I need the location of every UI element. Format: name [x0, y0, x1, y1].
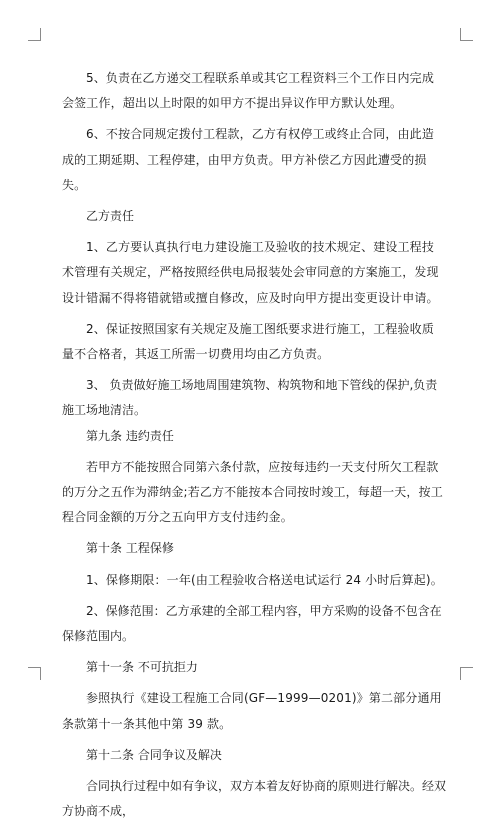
paragraph-dispute-resolution: 合同执行过程中如有争议，双方本着友好协商的原则进行解决。经双方协商不成，: [62, 779, 447, 819]
paragraph-warranty-scope: 2、保修范围：乙方承建的全部工程内容，甲方采购的设备不包含在保修范围内。: [62, 603, 442, 644]
paragraph-breach-liability: 若甲方不能按照合同第六条付款，应按每违约一天支付所欠工程款的万分之五作为滞纳金;若乙方不能按本合同按时竣工，每超一天，按工程合同金额的万分之五向甲方支付违约金。: [62, 459, 443, 525]
section-heading-article-9: 第九条 违约责任: [86, 428, 174, 443]
page-corner-mark-top-left: [28, 28, 41, 41]
section-heading-article-12: 第十二条 合同争议及解决: [86, 747, 222, 762]
paragraph-clause-5: 5、负责在乙方递交工程联系单或其它工程资料三个工作日内完成会签工作，超出以上时限的如甲方不提出异议作甲方默认处理。: [62, 71, 434, 111]
paragraph-warranty-period: 1、保修期限：一年(由工程验收合格送电试运行 24 小时后算起)。: [86, 572, 443, 587]
document-body: [62, 66, 446, 824]
page-corner-mark-bottom-right: [460, 667, 473, 680]
section-heading-party-b-duties: 乙方责任: [86, 209, 135, 224]
page-corner-mark-bottom-left: [28, 667, 41, 680]
section-heading-article-10: 第十条 工程保修: [86, 541, 174, 556]
paragraph-clause-6: 6、不按合同规定拨付工程款，乙方有权停工或终止合同，由此造成的工期延期、工程停建，由甲方负责。甲方补偿乙方因此遭受的损失。: [62, 127, 434, 192]
page-corner-mark-top-right: [460, 28, 473, 41]
paragraph-party-b-1: 1、乙方要认真执行电力建设施工及验收的技术规定、建设工程技术管理有关规定，严格按照经供电局报装处会审同意的方案施工，发现设计错漏不得将错就错或擅自修改，应及时向甲方提出变更设计申请。: [62, 240, 439, 305]
section-heading-article-11: 第十一条 不可抗拒力: [86, 660, 198, 675]
paragraph-force-majeure: 参照执行《建设工程施工合同(GF—1999—0201)》第二部分通用条款第十一条其他中第 39 款。: [62, 691, 442, 731]
paragraph-party-b-2: 2、保证按照国家有关规定及施工图纸要求进行施工，工程验收质量不合格者，其返工所需一切费用均由乙方负责。: [62, 321, 434, 362]
paragraph-party-b-3: 3、 负责做好施工场地周围建筑物、构筑物和地下管线的保护,负责施工场地清洁。: [62, 378, 438, 418]
